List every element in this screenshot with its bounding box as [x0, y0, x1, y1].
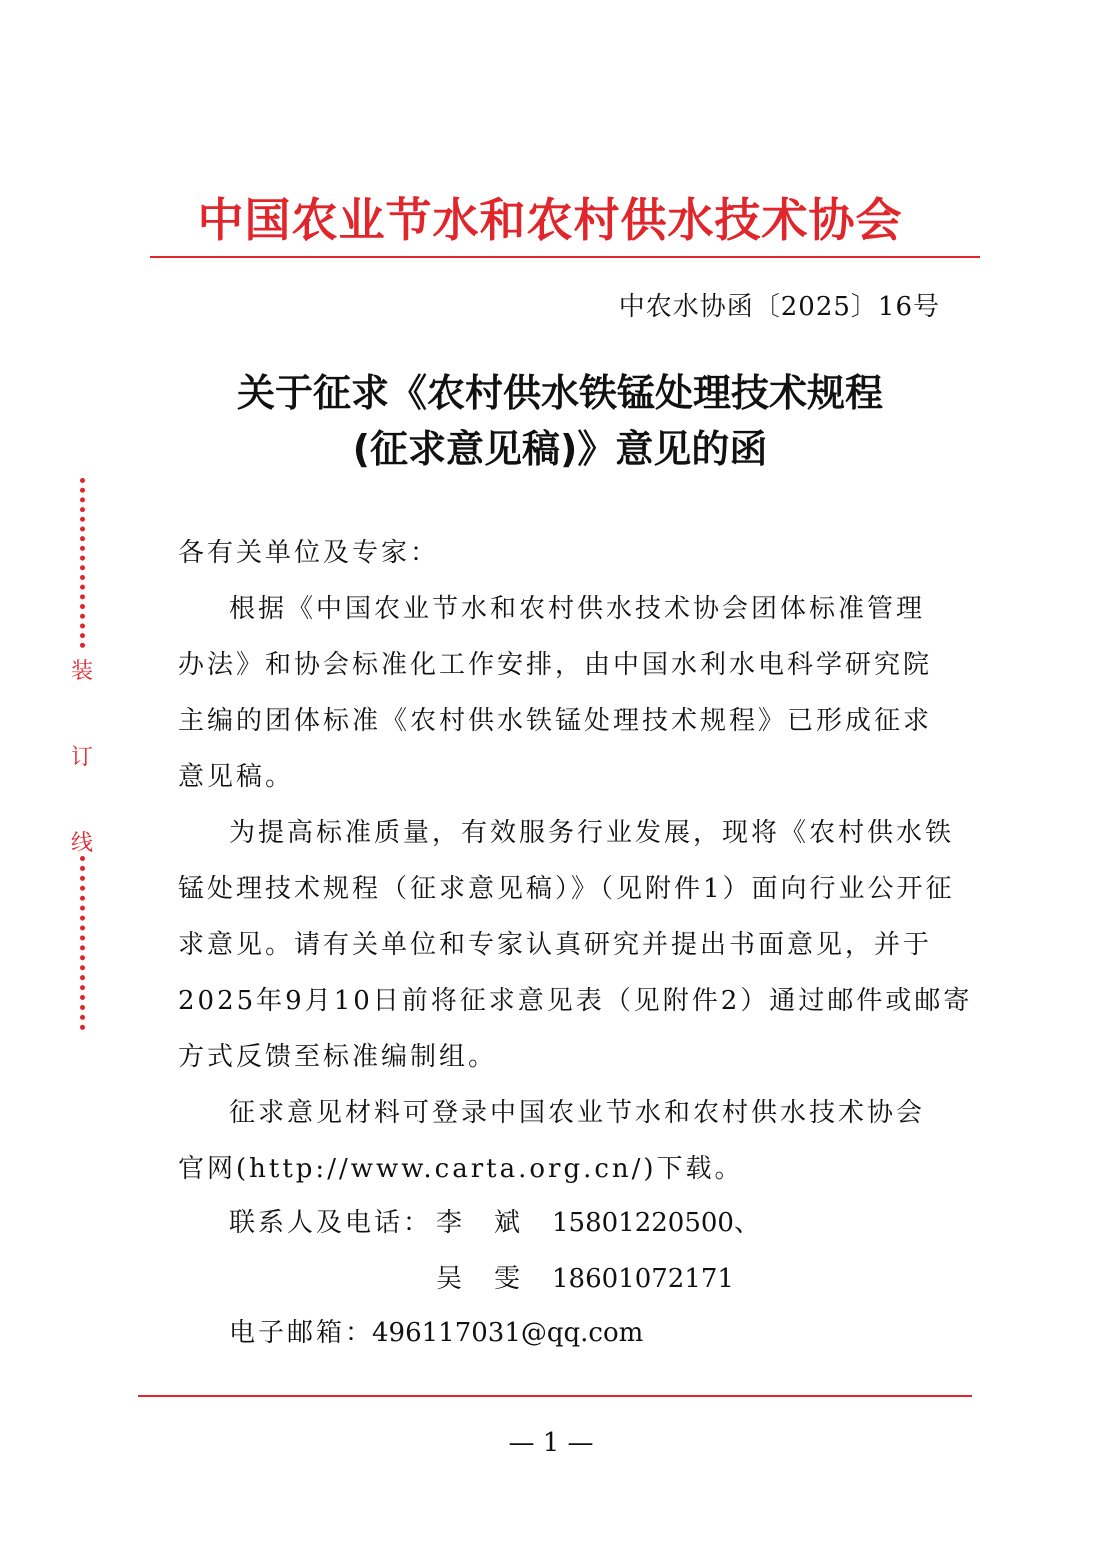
binding-dotted-line-top	[80, 478, 85, 648]
paragraph-3-line: 官网(http://www.carta.org.cn/)下载。	[178, 1154, 744, 1184]
paragraph-3-line: 征求意见材料可登录中国农业节水和农村供水技术协会	[229, 1098, 926, 1128]
contact-name: 李 斌	[436, 1208, 524, 1238]
paragraph-2-line: 为提高标准质量，有效服务行业发展，现将《农村供水铁	[229, 818, 955, 848]
letterhead-red-rule	[150, 256, 980, 258]
page-number: — 1 —	[508, 1428, 594, 1458]
email-address: 496117031@qq.com	[372, 1318, 644, 1348]
paragraph-2-line: 方式反馈至标准编制组。	[178, 1042, 498, 1072]
paragraph-1-line: 根据《中国农业节水和农村供水技术协会团体标准管理	[229, 594, 926, 624]
binding-dotted-line-bottom	[80, 856, 85, 1030]
document-title-line-1: 关于征求《农村供水铁锰处理技术规程	[236, 371, 883, 415]
contact-phone: 15801220500、	[552, 1208, 760, 1238]
binding-mark-zhuang: 装	[70, 659, 93, 684]
binding-line	[70, 478, 94, 1030]
contact-label: 联系人及电话：	[229, 1208, 433, 1238]
document-title-line-2: (征求意见稿)》意见的函	[352, 427, 768, 471]
paragraph-1-line: 主编的团体标准《农村供水铁锰处理技术规程》已形成征求	[178, 706, 933, 736]
letterhead-org-name: 中国农业节水和农村供水技术协会	[197, 193, 903, 247]
binding-mark-xian: 线	[70, 831, 93, 856]
footer-red-rule	[138, 1395, 972, 1397]
paragraph-2-line: 求意见。请有关单位和专家认真研究并提出书面意见，并于	[178, 930, 933, 960]
contact-phone: 18601072171	[552, 1264, 734, 1294]
contact-name: 吴 雯	[436, 1264, 524, 1294]
document-number: 中农水协函〔2025〕16号	[618, 292, 940, 322]
salutation: 各有关单位及专家：	[178, 538, 440, 568]
paragraph-2-line: 2025年9月10日前将征求意见表（见附件2）通过邮件或邮寄	[178, 986, 973, 1016]
email-label: 电子邮箱：	[229, 1318, 375, 1348]
paragraph-1-line: 意见稿。	[178, 762, 295, 792]
paragraph-2-line: 锰处理技术规程（征求意见稿）》（见附件1）面向行业公开征	[178, 874, 955, 904]
binding-mark-ding: 订	[70, 745, 93, 770]
paragraph-1-line: 办法》和协会标准化工作安排，由中国水利水电科学研究院	[178, 650, 933, 680]
